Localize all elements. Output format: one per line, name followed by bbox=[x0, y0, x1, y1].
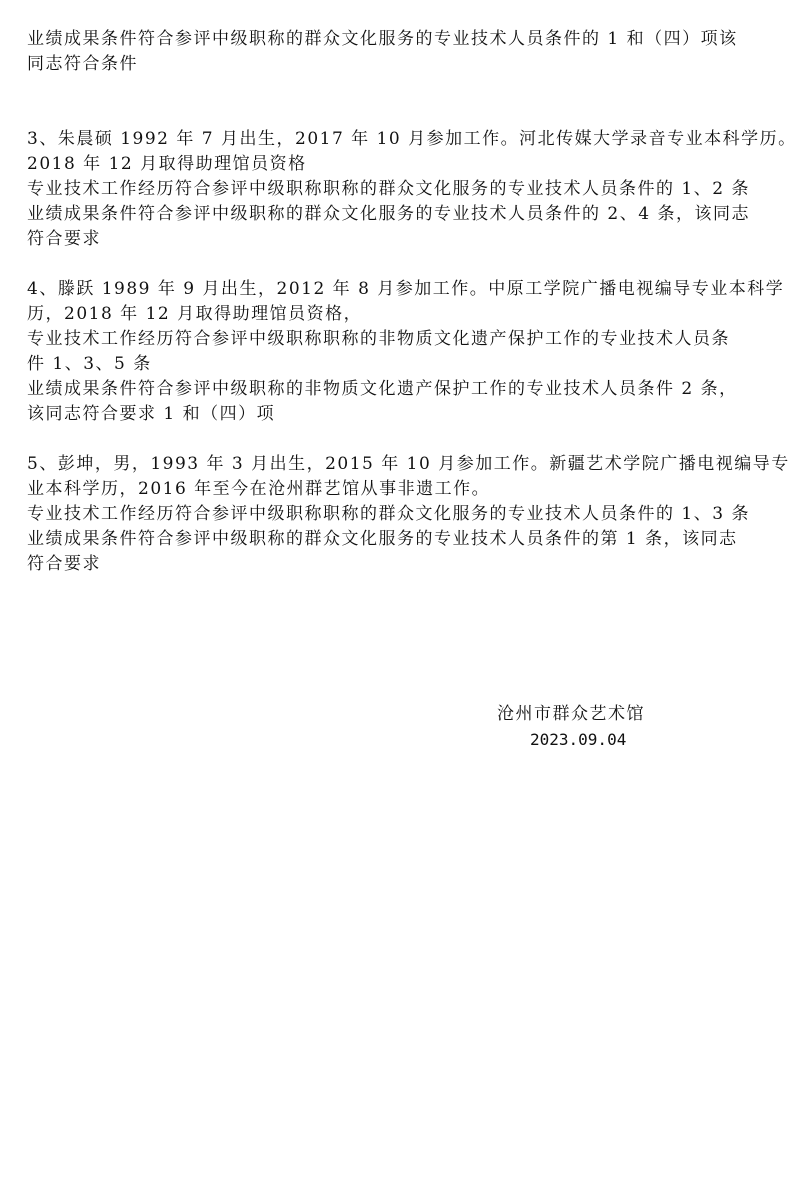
paragraph-line: 3、朱晨硕 1992 年 7 月出生，2017 年 10 月参加工作。河北传媒大学录音专业本科学历。 bbox=[27, 129, 797, 149]
paragraph-line: 业绩成果条件符合参评中级职称的群众文化服务的专业技术人员条件的 2、4 条，该同志 bbox=[27, 204, 750, 224]
paragraph-line: 2018 年 12 月取得助理馆员资格 bbox=[27, 154, 307, 174]
paragraph-spacer bbox=[27, 427, 775, 452]
signature-block bbox=[497, 702, 657, 752]
paragraph-line: 业本科学历，2016 年至今在沧州群艺馆从事非遗工作。 bbox=[27, 479, 491, 499]
paragraph-line: 历，2018 年 12 月取得助理馆员资格， bbox=[27, 304, 363, 324]
paragraph-line: 该同志符合要求 1 和（四）项 bbox=[27, 404, 276, 424]
paragraph-spacer bbox=[27, 77, 775, 127]
document-body bbox=[27, 27, 797, 577]
paragraph-line: 符合要求 bbox=[27, 554, 101, 574]
signature-organization: 沧州市群众艺术馆 bbox=[497, 704, 645, 724]
paragraph-line: 专业技术工作经历符合参评中级职称职称的群众文化服务的专业技术人员条件的 1、3 条 bbox=[27, 504, 750, 524]
paragraph-line: 业绩成果条件符合参评中级职称的非物质文化遗产保护工作的专业技术人员条件 2 条， bbox=[27, 379, 738, 399]
paragraph-line: 4、滕跃 1989 年 9 月出生，2012 年 8 月参加工作。中原工学院广播电视编导专业本科学 bbox=[27, 279, 785, 299]
paragraph-line: 件 1、3、5 条 bbox=[27, 354, 152, 374]
paragraph-line: 符合要求 bbox=[27, 229, 101, 249]
paragraph-line: 5、彭坤，男，1993 年 3 月出生，2015 年 10 月参加工作。新疆艺术学院广播电视编导专 bbox=[27, 454, 790, 474]
paragraph-line: 专业技术工作经历符合参评中级职称职称的群众文化服务的专业技术人员条件的 1、2 条 bbox=[27, 179, 750, 199]
paragraph-spacer bbox=[27, 252, 775, 277]
paragraph-line: 业绩成果条件符合参评中级职称的群众文化服务的专业技术人员条件的第 1 条，该同志 bbox=[27, 529, 738, 549]
paragraph-line: 业绩成果条件符合参评中级职称的群众文化服务的专业技术人员条件的 1 和（四）项该 bbox=[27, 29, 738, 49]
signature-date: 2023.09.04 bbox=[530, 730, 627, 749]
paragraph-line: 同志符合条件 bbox=[27, 54, 138, 74]
paragraph-line: 专业技术工作经历符合参评中级职称职称的非物质文化遗产保护工作的专业技术人员条 bbox=[27, 329, 730, 349]
